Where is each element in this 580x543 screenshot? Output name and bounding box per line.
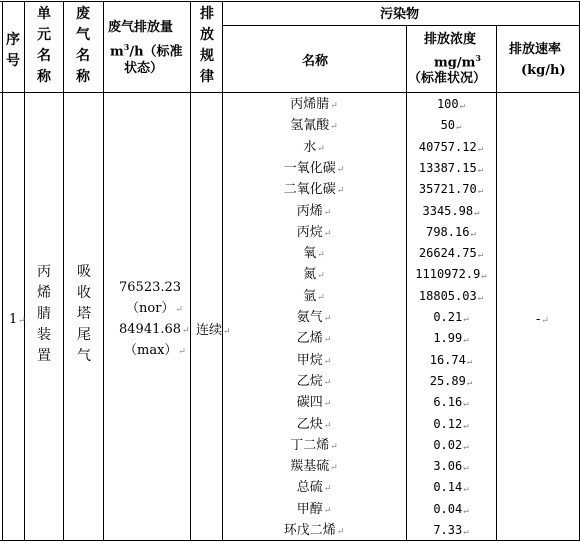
pollutant-concentration: 16.74↵ (429, 352, 473, 367)
row-flow-nor: 76523.23 (119, 280, 182, 295)
header-concentration-line3: （标准状况） (408, 71, 487, 86)
pollutant-name: 丙烯腈↵ (290, 97, 338, 112)
table-border-left (2, 1, 3, 541)
pollutant-concentration: 25.89↵ (429, 373, 473, 388)
col-divider (103, 1, 104, 541)
pollutant-name: 氧↵ (303, 246, 325, 262)
pollutant-name: 水↵ (303, 139, 325, 155)
pollutant-name: 氢氰酸↵ (290, 118, 338, 134)
header-bottom-line (0, 92, 580, 93)
pollutant-concentration: 13387.15↵ (418, 160, 484, 175)
pollutant-concentration: 50↵ (440, 118, 462, 133)
pollutant-concentration: 1110972.9↵ (415, 267, 487, 282)
header-rate-line2: (kg/h) (521, 63, 566, 78)
pollutant-name: 总硫↵ (296, 480, 332, 496)
pollutant-name: 一氧化碳↵ (283, 160, 345, 176)
row-pattern: 连续↵ (196, 323, 231, 338)
pollutant-name: 乙烷↵ (296, 373, 332, 389)
header-gas-flow-line2: $m^3/h$（标准 (110, 42, 183, 60)
pollutant-concentration: 100↵ (436, 97, 466, 111)
table-border-top (0, 1, 580, 2)
pollutant-concentration: 798.16↵ (426, 224, 476, 239)
pollutant-name: 氨气↵ (296, 310, 332, 325)
row-unit-name: 丙 烯 腈 装 置 (37, 264, 51, 364)
pollutant-name: 丙烷↵ (296, 224, 332, 240)
row-flow-max: 84941.68↵ (119, 322, 190, 337)
pollutant-name: 环戊二烯↵ (283, 523, 345, 538)
pollutant-name: 羰基硫↵ (290, 459, 338, 475)
header-gas-flow-line3: 状态） (124, 61, 164, 76)
pollutant-concentration: 35721.70↵ (418, 182, 484, 197)
header-unit-name: 单 元 名 称 (37, 6, 51, 85)
header-rate-line1: 排放速率 (509, 42, 562, 57)
pollutant-concentration: 40757.12↵ (418, 139, 484, 154)
row-flow-max-label: （max）↵ (124, 343, 186, 358)
pollutant-name: 氮↵ (303, 267, 325, 283)
pollutant-name: 乙烯↵ (296, 331, 332, 347)
pollutant-concentration: 18805.03↵ (418, 288, 484, 303)
col-divider (496, 25, 497, 541)
header-pollutant-name: 名称 (302, 54, 329, 69)
col-divider (24, 1, 25, 541)
header-concentration-line2: $mg/m^3$ (434, 53, 481, 71)
col-divider (190, 1, 191, 541)
pollutant-concentration: 3345.98↵ (422, 203, 480, 218)
pollutant-name: 甲醇↵ (296, 501, 332, 517)
pollutant-concentration: 0.14↵ (433, 480, 469, 495)
pollutant-concentration: 6.16↵ (433, 395, 469, 410)
header-emission-pattern: 排 放 规 律 (200, 6, 214, 85)
pollutant-name: 甲烷↵ (296, 352, 332, 368)
pollutant-concentration: 1.99↵ (433, 331, 469, 346)
pollutant-concentration: 7.33↵ (433, 523, 469, 537)
row-rate: -↵ (536, 312, 549, 327)
header-gas-name: 废 气 名 称 (76, 6, 90, 85)
row-seq: 1↵ (9, 312, 26, 327)
pollutant-concentration: 26624.75↵ (418, 246, 484, 261)
header-seq: 序 号 (6, 32, 20, 69)
pollutant-name: 乙炔↵ (296, 416, 332, 432)
row-flow-nor-label: （nor）↵ (126, 301, 183, 316)
pollutant-name: 丙烯↵ (296, 203, 332, 219)
pollutant-name: 二氧化碳↵ (283, 182, 345, 198)
pollutant-concentration: 0.21↵ (433, 310, 469, 324)
pollutant-name: 碳四↵ (296, 395, 332, 411)
pollutant-concentration: 0.04↵ (433, 501, 469, 516)
header-concentration-line1: 排放浓度 (424, 32, 477, 47)
pollutant-name: 丁二烯↵ (290, 437, 338, 453)
header-gas-flow-line1: 废气排放量 (108, 20, 174, 35)
pollutant-name: 氩↵ (303, 288, 325, 304)
row-gas-name: 吸 收 塔 尾 气 (77, 264, 91, 364)
header-pollutants: 污染物 (380, 7, 420, 22)
pollutant-concentration: 0.12↵ (433, 416, 469, 431)
pollutant-concentration: 3.06↵ (433, 459, 469, 474)
header-divider (222, 25, 580, 26)
pollutant-concentration: 0.02↵ (433, 437, 469, 452)
